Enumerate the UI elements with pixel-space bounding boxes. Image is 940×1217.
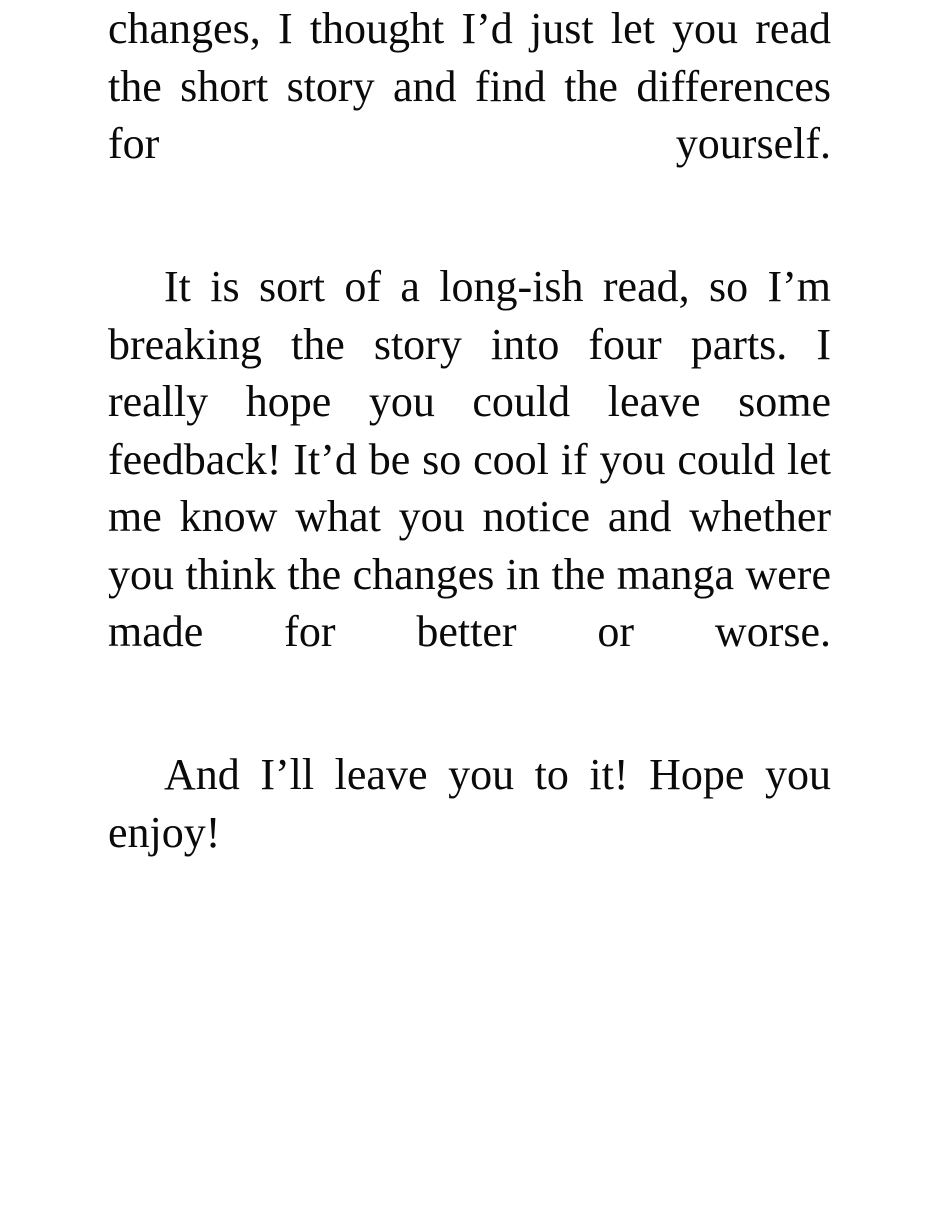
paragraph-continued: changes, I thought I’d just let you read the short story and find the differences for yourself. (108, 4, 831, 168)
paragraph-body: It is sort of a long-ish read, so I’m breaking the story into four parts. I really hope you could leave some feedback! It’d be so cool if you could let me know what you notice and whether you think the changes in the manga were made for better or worse. (108, 262, 831, 656)
paragraph-closing: And I’ll leave you to it! Hope you enjoy! (108, 750, 831, 857)
text-column (108, 0, 831, 919)
